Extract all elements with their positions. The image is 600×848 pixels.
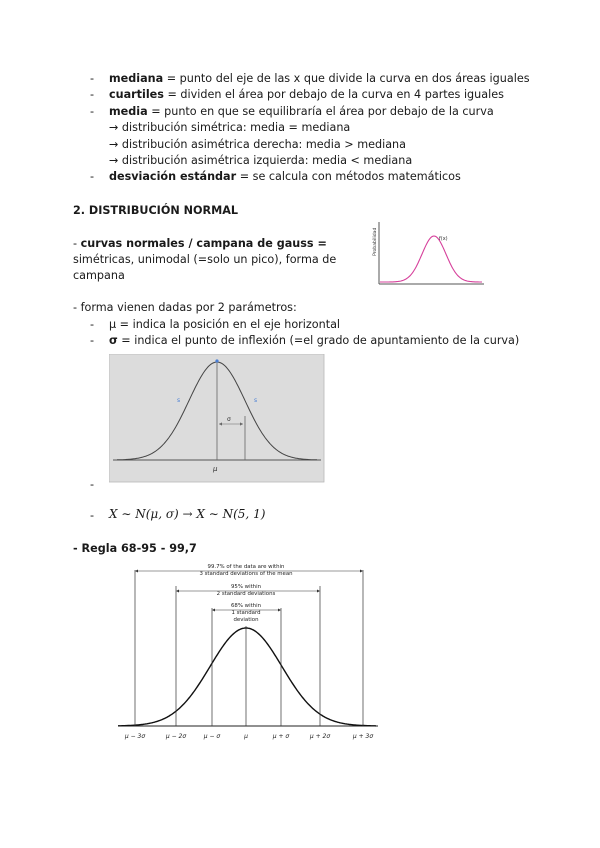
bullet-dash: -: [90, 478, 95, 491]
small-chart-ylabel: Probabilidad: [373, 227, 378, 256]
param-mu-line: [109, 317, 340, 332]
figure-right-label: s: [254, 397, 258, 404]
ann-68-line2: 1 standard: [231, 610, 261, 616]
small-chart-fx-label: f(x): [439, 236, 448, 242]
curvas-desc-line: simétricas, unimodal (=solo un pico), forma de: [73, 253, 337, 266]
param-sigma-line: [109, 333, 519, 348]
cuartiles-term: cuartiles: [109, 88, 164, 101]
tick-label: μ − 2σ: [165, 733, 187, 740]
param-sigma-symbol: σ: [109, 334, 118, 347]
ann-95-line2: 2 standard deviations: [216, 591, 276, 597]
curvas-term: curvas normales / campana de gauss: [80, 237, 314, 250]
mediana-def: = punto del eje de las x que divide la curva en dos áreas iguales: [163, 72, 530, 85]
empirical-rule-chart: [112, 558, 388, 744]
media-subitem: → distribución asimétrica derecha: media > mediana: [109, 138, 407, 151]
chart-bell-curve: [118, 628, 376, 726]
desviacion-term: desviación estándar: [109, 170, 237, 183]
tick-label: μ: [244, 733, 248, 740]
media-term: media: [109, 105, 148, 118]
cuartiles-line: [109, 87, 504, 102]
cuartiles-def: = dividen el área por debajo de la curva en 4 partes iguales: [163, 88, 504, 101]
mediana-line: [109, 71, 530, 86]
ann-68-line1: 68% within: [230, 603, 262, 609]
bullet-dash: -: [90, 72, 95, 85]
tick-label: μ + 3σ: [352, 733, 374, 740]
media-line: [109, 104, 494, 119]
forma-line: - forma vienen dadas por 2 parámetros:: [73, 301, 297, 314]
bullet-dash: -: [90, 170, 95, 183]
figure-background: [109, 354, 324, 482]
mediana-term: mediana: [109, 72, 164, 85]
param-sigma-def: = indica el punto de inflexión (=el grado de apuntamiento de la curva): [117, 334, 520, 347]
ann-997-line1: 99.7% of the data are within: [207, 564, 285, 570]
curvas-line: [73, 236, 327, 251]
ann-68-line3: deviation: [233, 617, 259, 623]
ann-95-line1: 95% within: [230, 584, 262, 590]
small-chart-curve: [380, 236, 482, 282]
tick-label: μ + σ: [272, 733, 290, 740]
media-def: = punto en que se equilibraría el área por debajo de la curva: [147, 105, 494, 118]
section-title: 2. DISTRIBUCIÓN NORMAL: [73, 204, 239, 217]
curvas-prefix: -: [73, 237, 81, 250]
figure-left-label: s: [177, 397, 181, 404]
curvas-desc-line: campana: [73, 269, 125, 282]
figure-mu-label: μ: [213, 465, 218, 473]
gray-normal-curve-figure: [109, 354, 325, 484]
tick-label: μ + 2σ: [309, 733, 331, 740]
regla-title: - Regla 68-95 - 99,7: [73, 542, 197, 555]
desviacion-def: = se calcula con métodos matemáticos: [236, 170, 461, 183]
bullet-dash: -: [90, 88, 95, 101]
desviacion-line: [109, 169, 461, 184]
tick-label: μ − σ: [203, 733, 221, 740]
bullet-dash: -: [90, 334, 95, 347]
bullet-dash: -: [90, 318, 95, 331]
small-normal-curve-chart: [368, 218, 490, 290]
bullet-dash: -: [90, 509, 95, 522]
media-subitem: → distribución asimétrica izquierda: media < mediana: [109, 154, 413, 167]
curvas-eq: =: [313, 237, 327, 250]
figure-sigma-label: σ: [227, 416, 231, 423]
bullet-dash: -: [90, 105, 95, 118]
param-mu-symbol: μ: [109, 318, 117, 331]
media-subitem: → distribución simétrica: media = mediana: [109, 121, 351, 134]
normal-notation: X ∼ N(μ, σ) → X ∼ N(5, 1): [109, 507, 266, 521]
figure-peak-marker: [215, 359, 218, 362]
ann-997-line2: 3 standard deviations of the mean: [199, 571, 293, 577]
param-mu-def: = indica la posición en el eje horizontal: [116, 318, 341, 331]
tick-label: μ − 3σ: [124, 733, 146, 740]
